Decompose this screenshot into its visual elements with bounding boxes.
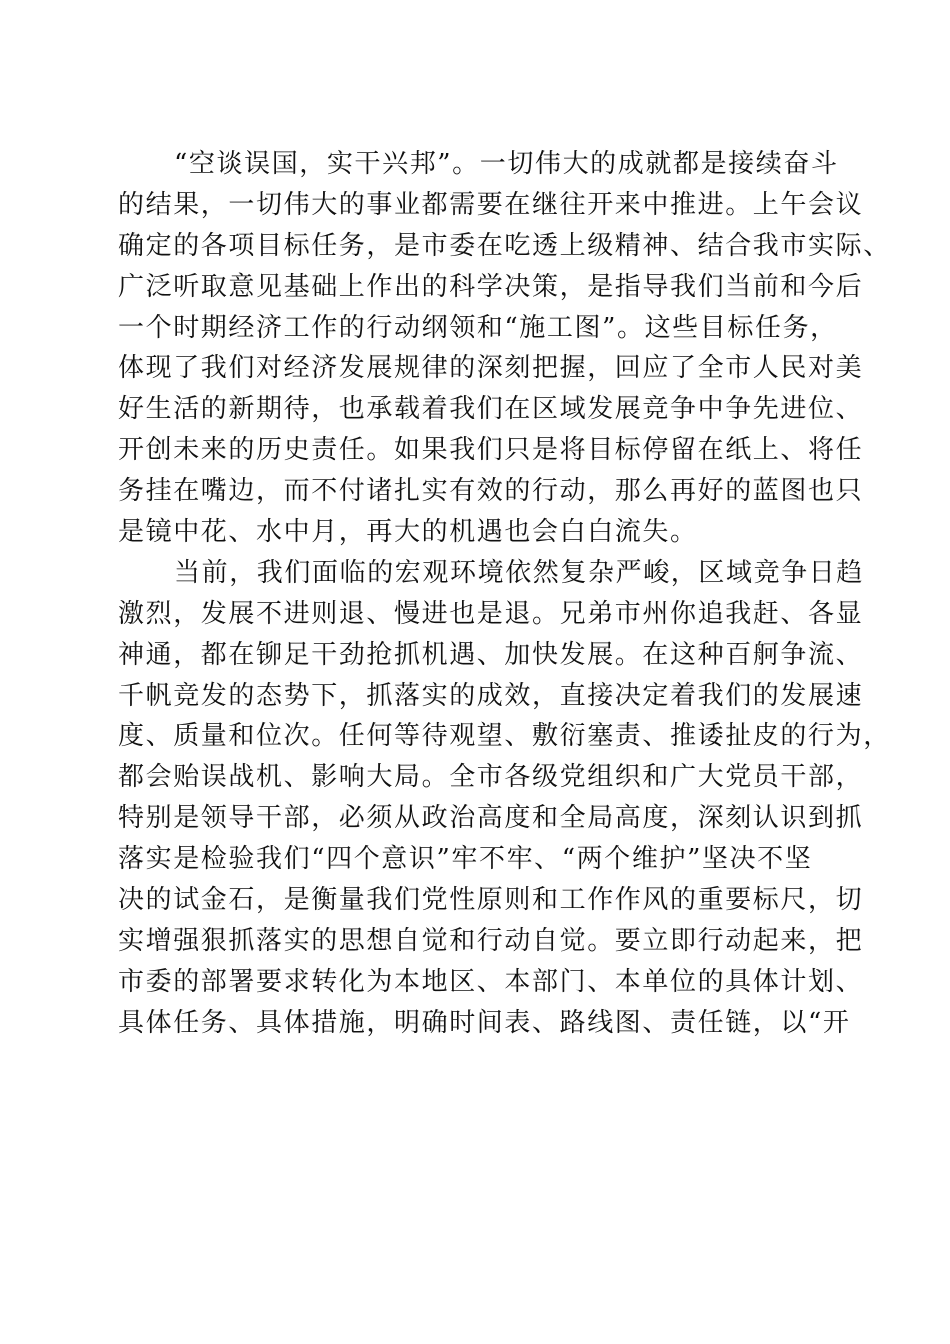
text-line: 实增强狠抓落实的思想自觉和行动自觉。要立即行动起来，把 xyxy=(118,925,864,956)
paragraph-1 xyxy=(118,144,891,553)
text-line: 都会贻误战机、影响大局。全市各级党组织和广大党员干部， xyxy=(118,762,864,793)
text-line: 特别是领导干部，必须从政治高度和全局高度，深刻认识到抓 xyxy=(118,803,864,834)
text-line: 激烈，发展不进则退、慢进也是退。兄弟市州你追我赶、各显 xyxy=(118,598,864,629)
text-line: 市委的部署要求转化为本地区、本部门、本单位的具体计划、 xyxy=(118,966,864,997)
paragraph-2 xyxy=(118,553,891,1044)
text-line: 是镜中花、水中月，再大的机遇也会白白流失。 xyxy=(118,517,698,548)
text-line: 千帆竞发的态势下，抓落实的成效，直接决定着我们的发展速 xyxy=(118,680,864,711)
text-line: 广泛听取意见基础上作出的科学决策，是指导我们当前和今后 xyxy=(118,271,864,302)
text-line: 体现了我们对经济发展规律的深刻把握，回应了全市人民对美 xyxy=(118,353,864,384)
text-line: 当前，我们面临的宏观环境依然复杂严峻，区域竞争日趋 xyxy=(174,557,865,588)
text-line: 度、质量和位次。任何等待观望、敷衍塞责、推诿扯皮的行为， xyxy=(118,721,891,752)
text-line: 好生活的新期待，也承载着我们在区域发展竞争中争先进位、 xyxy=(118,394,864,425)
text-line: 开创未来的历史责任。如果我们只是将目标停留在纸上、将任 xyxy=(118,435,864,466)
text-line: 决的试金石，是衡量我们党性原则和工作作风的重要标尺，切 xyxy=(118,885,864,916)
text-line: 务挂在嘴边，而不付诸扎实有效的行动，那么再好的蓝图也只 xyxy=(118,476,864,507)
text-line: 的结果，一切伟大的事业都需要在继往开来中推进。上午会议 xyxy=(118,189,864,220)
text-line: “空谈误国，实干兴邦”。一切伟大的成就都是接续奋斗 xyxy=(174,149,839,179)
text-line: 落实是检验我们“四个意识”牢不牢、“两个维护”坚决不坚 xyxy=(118,844,813,875)
text-line: 确定的各项目标任务，是市委在吃透上级精神、结合我市实际、 xyxy=(118,230,891,261)
text-line: 具体任务、具体措施，明确时间表、路线图、责任链，以“开 xyxy=(118,1007,851,1038)
text-line: 一个时期经济工作的行动纲领和“施工图”。这些目标任务， xyxy=(118,312,838,343)
document-body xyxy=(118,144,891,1044)
text-line: 神通，都在铆足干劲抢抓机遇、加快发展。在这种百舸争流、 xyxy=(118,639,864,670)
